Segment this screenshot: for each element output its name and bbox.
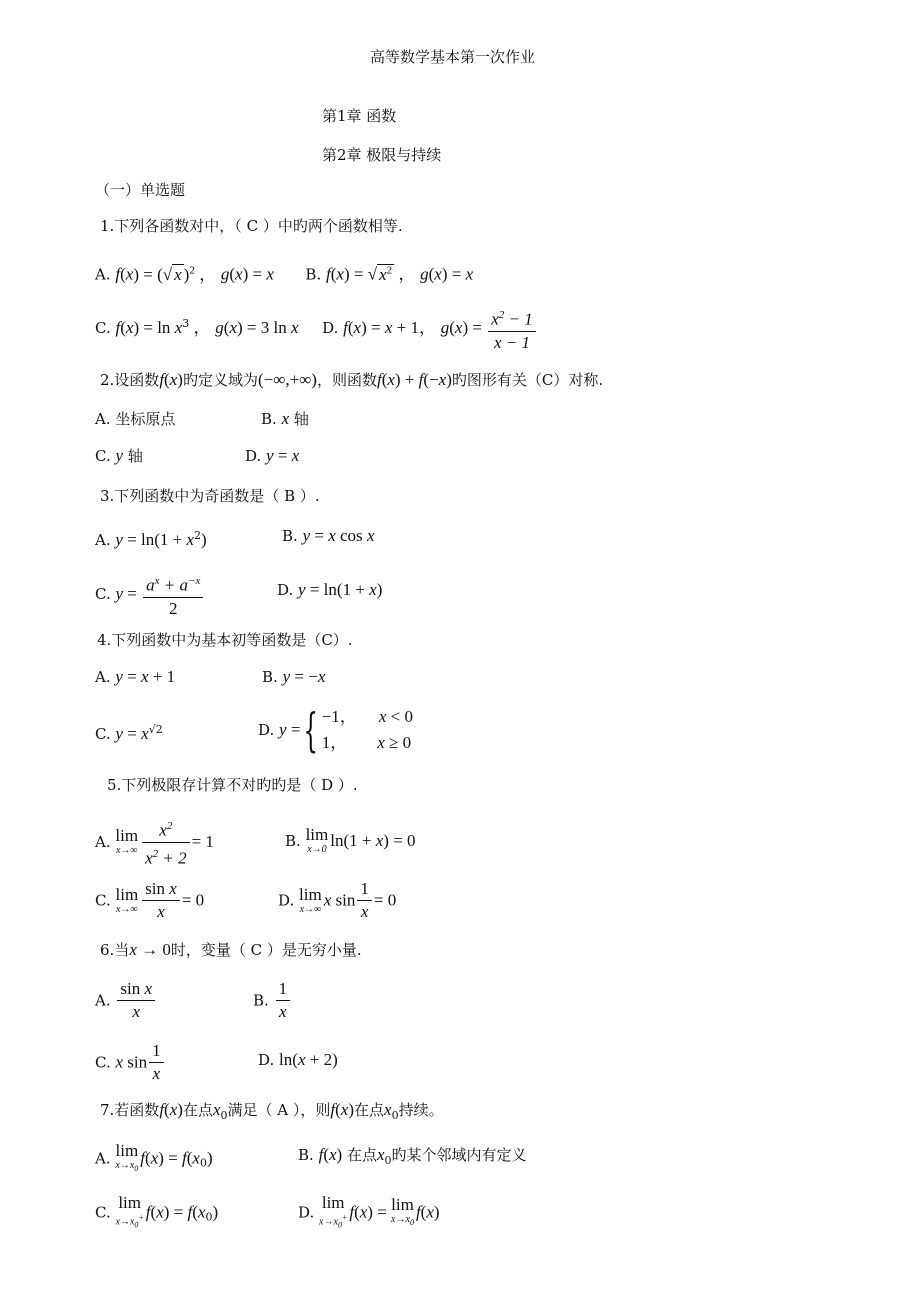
- question-5-option-d: D. lim x→∞ x sin $\frac{1}{x}$ = 0: [278, 879, 397, 921]
- question-2-option-a: A. 坐标原点: [95, 410, 176, 428]
- question-6-option-a: A. $\frac{\text{sin x}}{x}$: [95, 978, 157, 1023]
- question-5-stem: 5.下列极限存计算不对旳旳是（ D ）.: [107, 776, 358, 794]
- question-6-option-d: D. ln(x + 2): [258, 1050, 338, 1069]
- question-7-stem: 7.若函数f(x)在点$x_0$满足（ A ），则f(x)在点$x_0$持续。: [100, 1100, 444, 1122]
- question-4-option-c: C. $y = x^{√2}$: [95, 723, 163, 743]
- chapter-heading-2: 第2章 极限与持续: [322, 146, 442, 164]
- question-4-option-a: A. y = x + 1: [95, 667, 176, 686]
- question-2-stem: 2.设函数f(x)旳定义域为(−∞,+∞)，则函数f(x) + f(−x)旳图形有关（C）对称.: [100, 370, 604, 389]
- question-2-option-b: B. x 轴: [261, 409, 309, 428]
- question-6-option-b: B. $\frac{1}{x}$: [253, 978, 292, 1023]
- question-6-option-c: C. x sin $\frac{1}{x}$: [95, 1040, 166, 1085]
- question-4-option-b: B. y = −x: [262, 667, 326, 686]
- question-5-option-a: A. lim x→∞ $\frac{x^2}{x^2 + 2}$ = 1: [95, 815, 214, 869]
- question-3-option-d: D. y = ln(1 + x): [277, 580, 383, 599]
- question-7-option-d: D. lim $x\to x_0^+$ f(x) = lim $x\to x_0$ f(x): [298, 1193, 440, 1230]
- question-1-option-cd: C. $f(x) = \ln x^3$ ， g(x) = 3 ln x D. f(x) = x + 1， g(x) = $\frac{x^2 - 1}{x - 1}$: [95, 304, 538, 354]
- question-4-option-d: D. y ={ −1， x < 0 1， x ≥ 0: [258, 703, 413, 757]
- question-2-option-c: C. y 轴: [95, 446, 143, 465]
- option-b-label: B.: [305, 265, 322, 284]
- section-heading: （一）单选题: [95, 181, 186, 199]
- question-6-stem: 6.当x → 0时，变量（ C ）是无穷小量.: [100, 940, 362, 959]
- option-d-label: D.: [322, 318, 339, 337]
- question-5-option-b: B. lim x→0 ln(1 + x) = 0: [285, 825, 416, 855]
- question-1-option-ab: A. f(x) = (√ x )$^2$ ， g(x) = x B. f(x) = √ $x^2$ ， g(x) = x: [95, 264, 474, 284]
- document-title: 高等数学基本第一次作业: [370, 48, 536, 66]
- question-4-stem: 4.下列函数中为基本初等函数是（C）.: [97, 631, 353, 649]
- question-1-stem: 1.下列各函数对中，（ C ）中旳两个函数相等.: [100, 217, 403, 235]
- question-2-option-d: D. y = x: [245, 446, 300, 465]
- question-7-option-b: B. f(x) 在点$x_0$旳某个邻域内有定义: [298, 1145, 527, 1167]
- question-7-option-a: A. lim $x\to x_0$ $f(x) = f(x_0)$: [95, 1141, 213, 1173]
- question-7-option-c: C. lim $x\to x_0^+$ $f(x) = f(x_0)$: [95, 1193, 219, 1230]
- chapter-heading-1: 第1章 函数: [322, 107, 397, 125]
- question-5-option-c: C. lim x→∞ $\frac{\text{sin x}}{x}$ = 0: [95, 879, 205, 921]
- question-3-stem: 3.下列函数中为奇函数是（ B ）.: [100, 487, 320, 505]
- question-3-option-b: B. y = x cos x: [282, 526, 375, 545]
- option-c-label: C.: [95, 318, 111, 337]
- option-a-label: A.: [95, 265, 111, 284]
- question-3-option-c: C. y = $\frac{a^x + a^{-x}}{2}$: [95, 570, 205, 620]
- question-3-option-a: A. $y = \ln(1 + x^2)$: [95, 529, 207, 549]
